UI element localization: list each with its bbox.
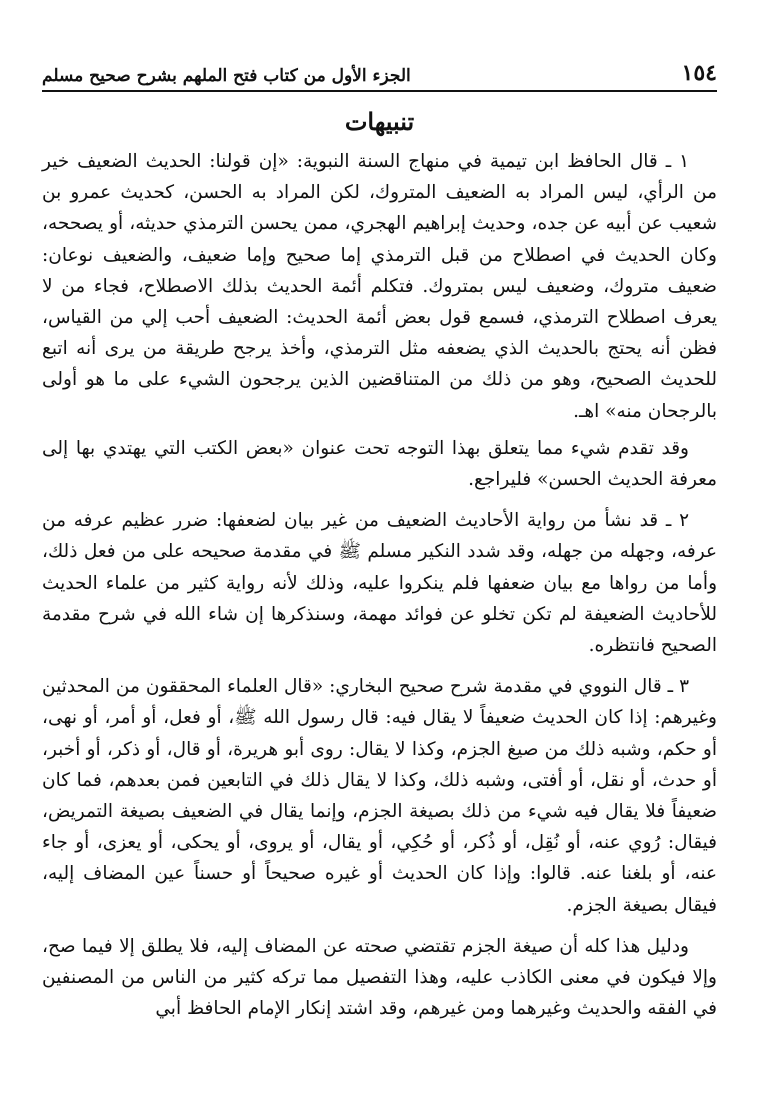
page-content <box>42 104 717 1034</box>
section-title: تنبيهات <box>344 107 415 136</box>
paragraph-2: وقد تقدم شيء مما يتعلق بهذا التوجه تحت عنوان «بعض الكتب التي يهتدي بها إلى معرفة الحديث الحسن» فليراجع. <box>42 437 717 491</box>
page-number: ١٥٤ <box>681 60 717 86</box>
paragraph-1: ١ ـ قال الحافظ ابن تيمية في منهاج السنة النبوية: «إن قولنا: الحديث الضعيف خير من الرأي، ليس المراد به الضعيف المتروك، لكن المراد به الحسن، كحديث عمرو بن شعيب عن أبيه عن جده، وحديث إبراهيم الهجري، ممن يحسن الترمذي حديثه، أو يصححه، وكان الحديث في اصطلاح من قبل الترمذي إما صحيح وإما ضعيف، والضعيف نوعان: ضعيف متروك، وضعيف ليس بمتروك. فتكلم أئمة الحديث بذلك الاصطلاح، فجاء من لا يعرف اصطلاح الترمذي، فسمع قول بعض أئمة الحديث: الضعيف أحب إلي من القياس، فظن أنه يحتج بالحديث الذي يضعفه مثل الترمذي، وأخذ يرجح طريقة من يرى أنه اتبع للحديث الصحيح، وهو من ذلك من المتناقضين الذين يرجحون الشيء على ما هو أولى بالرجحان منه» اهـ. <box>42 151 717 422</box>
page-header <box>42 48 717 92</box>
paragraph-3: ٢ ـ قد نشأ من رواية الأحاديث الضعيف من غير بيان لضعفها: ضرر عظيم عرفه من عرفه، وجهله من جهله، وقد شدد النكير مسلم ﷺ في مقدمة صحيحه على من فعل ذلك، وأما من رواها مع بيان ضعفها فلم ينكروا عليه، وذلك لأنه رواية كثير من علماء الحديث للأحاديث الضعيفة لم تكن تخلو عن فوائد مهمة، وسنذكرها إن شاء الله في شرح مقدمة الصحيح فانتظره. <box>42 510 717 657</box>
paragraph-4: ٣ ـ قال النووي في مقدمة شرح صحيح البخاري: «قال العلماء المحققون من المحدثين وغيرهم: إذا كان الحديث ضعيفاً لا يقال فيه: قال رسول الله ﷺ، أو فعل، أو أمر، أو نهى، أو حكم، وشبه ذلك من صيغ الجزم، وكذا لا يقال: روى أبو هريرة، أو قال، أو ذكر، أو أخبر، أو حدث، أو نقل، أو أفتى، وشبه ذلك، وكذا لا يقال ذلك في التابعين فمن بعدهم، فما كان ضعيفاً فلا يقال فيه شيء من ذلك بصيغة الجزم، وإنما يقال في الضعيف بصيغة التمريض، فيقال: رُوي عنه، أو نُقِل، أو ذُكر، أو حُكِي، أو يقال، أو يروى، أو يحكى، أو يعزى، أو جاء عنه، أو بلغنا عنه. قالوا: وإذا كان الحديث أو غيره صحيحاً أو حسناً عين المضاف إليه، فيقال بصيغة الجزم. <box>42 676 717 916</box>
running-title: الجزء الأول من كتاب فتح الملهم بشرح صحيح مسلم <box>42 66 411 86</box>
paragraph-5: ودليل هذا كله أن صيغة الجزم تقتضي صحته عن المضاف إليه، فلا يطلق إلا فيما صح، وإلا فيكون في معنى الكاذب عليه، وهذا التفصيل مما تركه كثير من الناس من المصنفين في الفقه والحديث وغيرهما ومن غيرهم، وقد اشتد إنكار الإمام الحافظ أبي <box>42 935 717 1020</box>
